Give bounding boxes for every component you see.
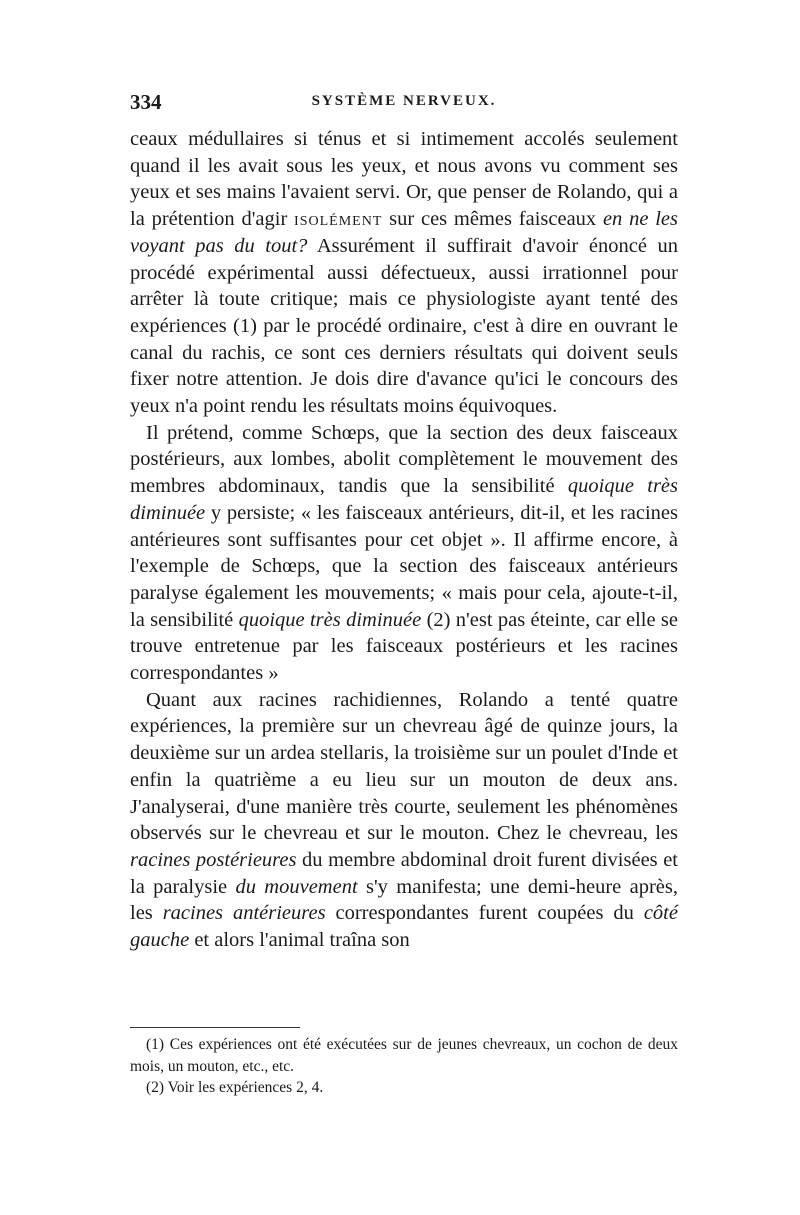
running-title: SYSTÈME NERVEUX.	[311, 93, 497, 109]
small-caps-text: isolément	[294, 208, 383, 231]
text-run: Il prétend, comme Schœps, que la section des deux faisceaux postérieurs, aux lombes, abolit complètement le mouvement des membres abdominaux, tandis que la sensibilité	[130, 421, 678, 498]
text-run: s'y manifesta; une demi-heure après, les	[130, 875, 678, 925]
text-run: Assurément il suffirait d'avoir énoncé un procédé expérimental aussi défectueux, aussi irrationnel pour arrêter là toute critique; mais ce physiologiste ayant tenté des expériences (1) par le procédé ordinaire, c'est à dire en ouvrant le canal du rachis, ce sont ces derniers résultats qui doivent seuls fixer notre attention. Je dois dire d'avance qu'ici le concours des yeux n'a point rendu les résultats moins équivoques.	[130, 234, 678, 418]
text-run: ceaux médullaires si ténus et si intimement accolés seulement quand il les avait sous les yeux, et nous avons vu comment ses yeux et ses mains l'avaient servi. Or, que penser de Rolando, qui a la prétention d'agir	[130, 128, 678, 231]
italic-text: côté gauche	[130, 902, 678, 952]
italic-text: racines antérieures	[162, 902, 326, 925]
footnote-2: (2) Voir les expériences 2, 4.	[146, 1079, 324, 1096]
footnote-rule	[130, 1027, 300, 1028]
footnotes	[130, 1034, 678, 1099]
text-run: correspondantes furent coupées du	[325, 902, 644, 925]
text-run: (2) n'est pas éteinte, car elle se trouve entretenue par les faisceaux postérieurs et les racines correspondantes »	[130, 608, 678, 685]
italic-text: en ne les voyant pas du tout?	[130, 208, 678, 257]
text-run: et alors l'animal traîna son	[189, 929, 410, 952]
italic-text: racines postérieures	[130, 848, 297, 871]
text-run: y persiste; « les faisceaux antérieurs, dit-il, et les racines antérieures sont suffisantes pour cet objet ». Il affirme encore, à l'exemple de Schœps, que la section des faisceaux antérieurs paralyse également les mouvements; « mais pour cela, ajoute-t-il, la sensibilité	[130, 501, 678, 631]
paragraph-3	[130, 687, 678, 954]
text-run: Quant aux racines rachidiennes, Rolando a tenté quatre expériences, la première sur un chevreau âgé de quinze jours, la deuxième sur un ardea stellaris, la troisième sur un poulet d'Inde et enfin la quatrième a eu lieu sur un mouton de deux ans. J'analyserai, d'une manière très courte, seulement les phénomènes observés sur le chevreau et sur le mouton. Chez le chevreau, les	[130, 688, 678, 845]
italic-text: quoique très diminuée	[130, 475, 678, 524]
page-header	[130, 90, 678, 118]
text-run: sur ces mêmes faisceaux	[382, 208, 603, 231]
footnote-1: (1) Ces expériences ont été exécutées sur de jeunes chevreaux, un cochon de deux mois, un mouton, etc., etc.	[130, 1036, 678, 1075]
body-text	[130, 126, 678, 954]
italic-text: quoique très diminuée	[238, 608, 422, 631]
paragraph-1	[130, 126, 678, 420]
text-run: du membre abdominal droit furent divisées et la paralysie	[130, 848, 678, 898]
italic-text: du mouvement	[235, 875, 358, 898]
paragraph-2	[130, 420, 678, 687]
page-number: 334	[130, 90, 162, 114]
